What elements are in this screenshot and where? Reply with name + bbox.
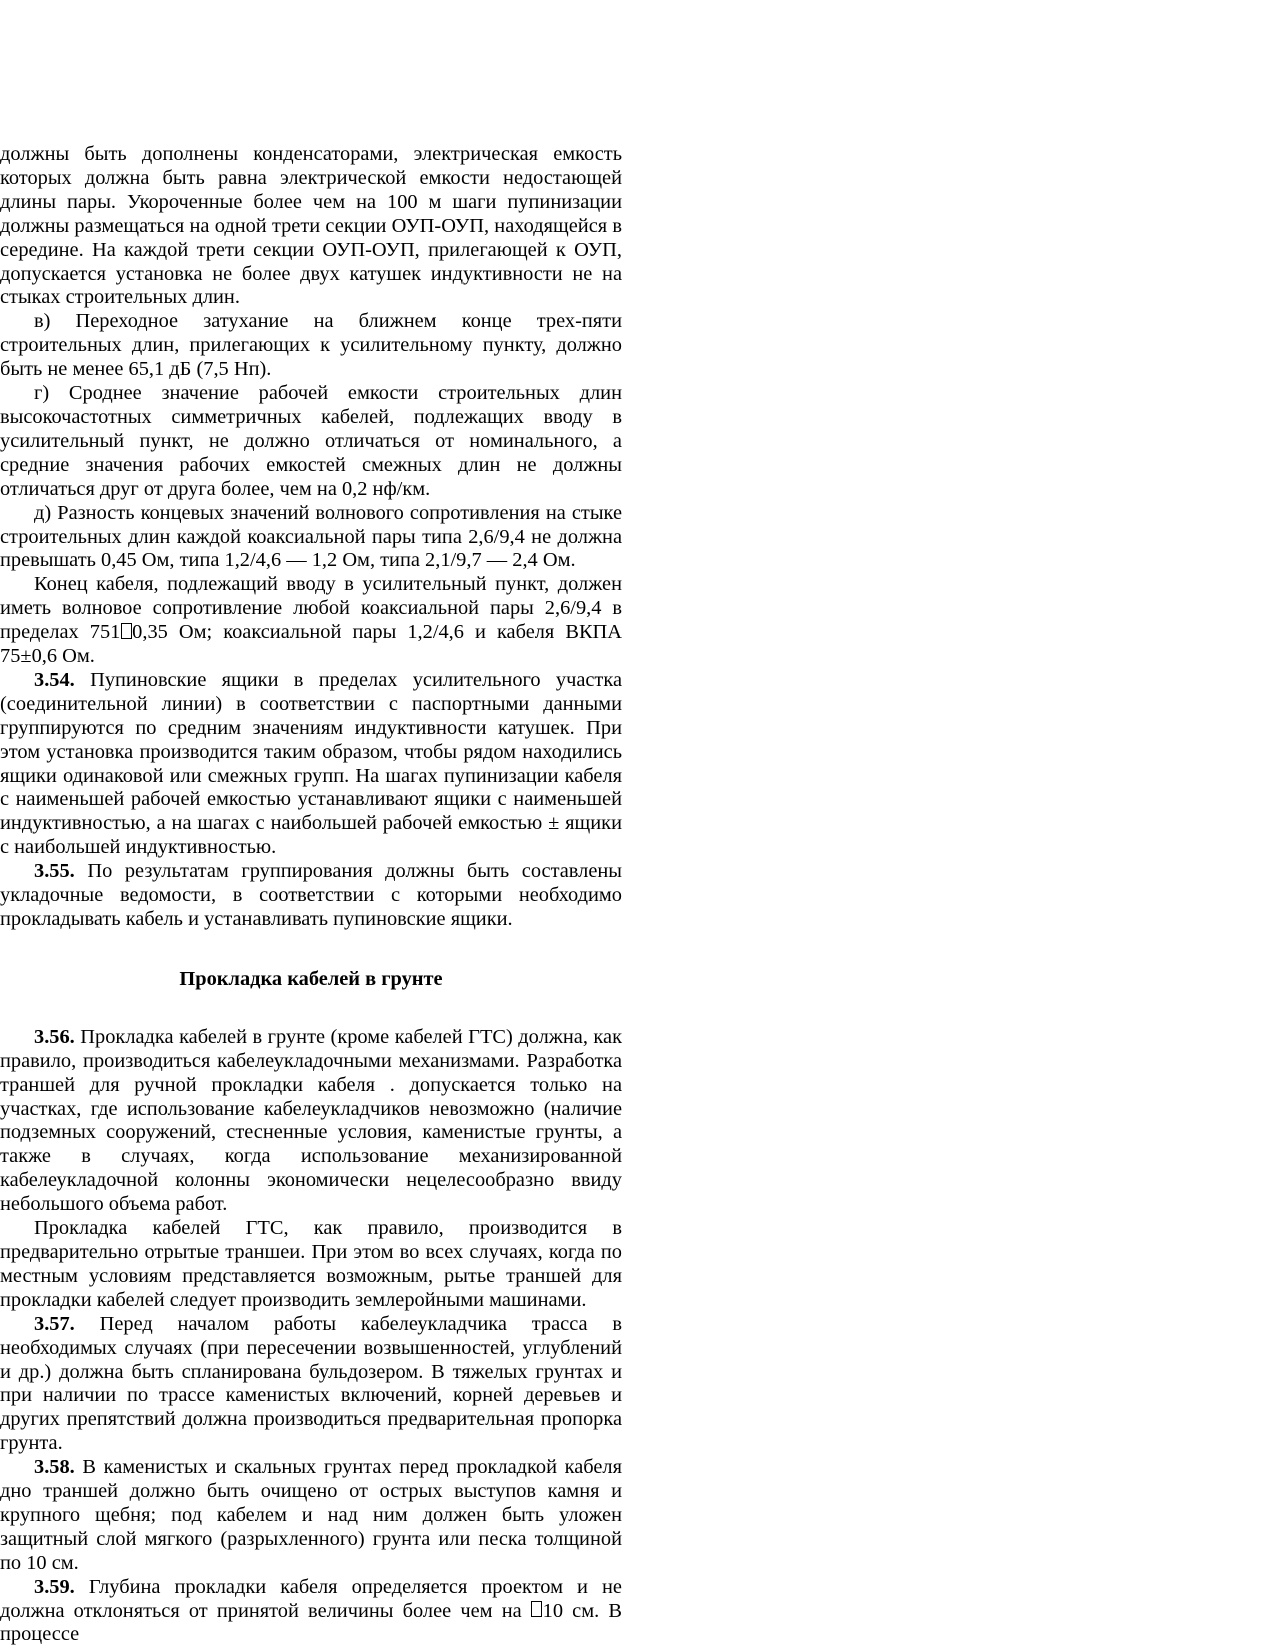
text-column <box>0 143 622 1647</box>
paragraph-text <box>0 1456 622 1574</box>
paragraph-3-58 <box>0 1456 622 1576</box>
paragraph-text: г) Сроднее значение рабочей емкости строительных длин высокочастотных симметричных кабелей, подлежащих вводу в усилительный пункт, не должно отличаться от номинального, а средние значения рабочих емкостей смежных длин не должны отличаться друг от друга более, чем на 0,2 нф/км. <box>0 382 622 500</box>
paragraph-item-v <box>0 310 622 382</box>
paragraph-text <box>0 1026 622 1215</box>
paragraph-item-d <box>0 502 622 574</box>
paragraph-text <box>0 860 622 930</box>
section-number-3-58: 3.58. <box>34 1456 75 1479</box>
paragraph-body: Прокладка кабелей в грунте (кроме кабелей ГТС) должна, как правило, производиться кабелеукладочными механизмами. Разработка траншей для ручной прокладки кабеля . допускается только на участках, где использование кабелеукладчиков невозможно (наличие подземных сооружений, стесненные условия, каменистые грунты, а также в случаях, когда использование механизированной кабелеукладочной колонны экономически нецелесообразно ввиду небольшого объема работ. <box>0 1025 622 1216</box>
paragraph-text: д) Разность концевых значений волнового сопротивления на стыке строительных длин каждой коаксиальной пары типа 2,6/9,4 не должна превышать 0,45 Ом, типа 1,2/4,6 — 1,2 Ом, типа 2,1/9,7 — 2,4 Ом. <box>0 501 622 572</box>
section-number-3-54: 3.54. <box>34 668 75 691</box>
missing-glyph-box-icon <box>121 623 132 639</box>
paragraph-text: в) Переходное затухание на ближнем конце трех-пяти строительных длин, прилегающих к усилительному пункту, должно быть не менее 65,1 дБ (7,5 Нп). <box>0 310 622 381</box>
paragraph-3-55 <box>0 860 622 932</box>
paragraph-text-after-glyph: 0,35 Ом; коаксиальной пары 1,2/4,6 и кабеля ВКПА 75±0,6 Ом. <box>0 621 622 668</box>
paragraph-gts <box>0 1217 622 1313</box>
paragraph-body: Перед началом работы кабелеукладчика трасса в необходимых случаях (при пересечении возвышенностей, углублений и др.) должна быть спланирована бульдозером. В тяжелых грунтах и при наличии по трассе каменистых включений, корней деревьев и других препятствий должна производиться предварительная пропорка грунта. <box>0 1312 622 1455</box>
paragraph-text <box>0 669 622 858</box>
paragraph-text <box>0 1576 622 1646</box>
paragraph-text: должны быть дополнены конденсаторами, электрическая емкость которых должна быть равна электрической емкости недостающей длины пары. Укороченные более чем на 100 м шаги пупинизации должны размещаться на одной трети секции ОУП-ОУП, находящейся в середине. На каждой трети секции ОУП-ОУП, прилегающей к ОУП, допускается установка не более двух катушек индуктивности не на стыках строительных длин. <box>0 143 622 309</box>
heading-bottom-spacer <box>0 992 622 1026</box>
missing-glyph-box-icon <box>531 1601 542 1617</box>
paragraph-3-57 <box>0 1313 622 1456</box>
section-number-3-55: 3.55. <box>34 860 75 883</box>
paragraph-3-54 <box>0 669 622 860</box>
heading-top-spacer <box>0 932 622 968</box>
section-number-3-57: 3.57. <box>34 1312 75 1335</box>
paragraph-item-g <box>0 382 622 502</box>
section-heading-cable-laying-in-ground: Прокладка кабелей в грунте <box>179 967 443 990</box>
paragraph-body: По результатам группирования должны быть составлены укладочные ведомости, в соответствии с которыми необходимо прокладывать кабель и устанавливать пупиновские ящики. <box>0 860 622 930</box>
paragraph-text-before-glyph: Конец кабеля, подлежащий вводу в усилительный пункт, должен иметь волновое сопротивление любой коаксиальной пары 2,6/9,4 в пределах 751 <box>0 573 622 644</box>
paragraph-text <box>0 1313 622 1455</box>
paragraph-3-59 <box>0 1576 622 1648</box>
paragraph-continued-pupinization <box>0 143 622 310</box>
paragraph-body: В каменистых и скальных грунтах перед прокладкой кабеля дно траншей должно быть очищено от острых выступов камня и крупного щебня; под кабелем и над ним должен быть уложен защитный слой мягкого (разрыхленного) грунта или песка толщиной по 10 см. <box>0 1456 622 1574</box>
paragraph-text: Прокладка кабелей ГТС, как правило, производится в предварительно отрытые траншеи. При этом во всех случаях, когда по местным условиям представляется возможным, рытье траншей для прокладки кабелей следует производить землеройными машинами. <box>0 1217 622 1311</box>
section-number-3-56: 3.56. <box>34 1025 75 1048</box>
paragraph-body-after-glyph: 10 см. В процессе <box>0 1599 622 1646</box>
paragraph-cable-end <box>0 573 622 669</box>
paragraph-body: Пупиновские ящики в пределах усилительного участка (соединительной линии) в соответствии с паспортными данными группируются по средним значениям индуктивности катушек. При этом установка производится таким образом, чтобы рядом находились ящики одинаковой или смежных групп. На шагах пупинизации кабеля с наименьшей рабочей емкостью устанавливают ящики с наименьшей индуктивностью, а на шагах с наибольшей рабочей емкостью ± ящики с наибольшей индуктивностью. <box>0 668 622 859</box>
paragraph-3-56 <box>0 1026 622 1217</box>
section-number-3-59: 3.59. <box>34 1575 75 1598</box>
paragraph-body-before-glyph: Глубина прокладки кабеля определяется проектом и не должна отклоняться от принятой величины более чем на <box>0 1575 622 1622</box>
